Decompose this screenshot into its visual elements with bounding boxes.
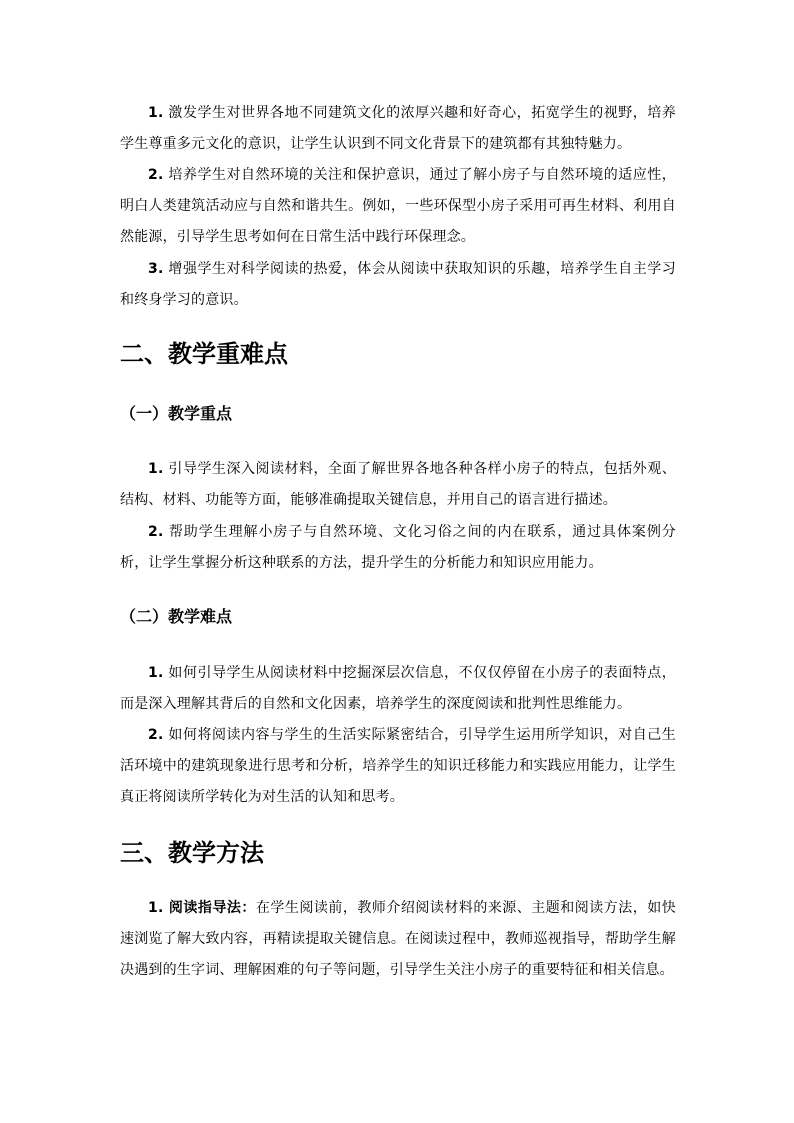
method-1-number: 1. xyxy=(148,900,164,916)
key-paragraph-1 xyxy=(120,454,676,516)
subsection-heading-key: （一）教学重点 xyxy=(120,404,233,423)
goal-1-number: 1. xyxy=(148,105,164,121)
goal-paragraph-3 xyxy=(120,254,676,316)
method-1-text: 在学生阅读前，教师介绍阅读材料的来源、主题和阅读方法，如快速浏览了解大致内容，再精读提取关键信息。在阅读过程中，教师巡视指导，帮助学生解决遇到的生字词、理解困难的句子等问题，引导学生关注小房子的重要特征和相关信息。 xyxy=(120,900,676,978)
key-2-number: 2. xyxy=(148,524,164,540)
goal-paragraph-2 xyxy=(120,160,676,253)
goal-1-text: 激发学生对世界各地不同建筑文化的浓厚兴趣和好奇心，拓宽学生的视野，培养学生尊重多元文化的意识，让学生认识到不同文化背景下的建筑都有其独特魅力。 xyxy=(120,105,676,152)
method-1-label: 阅读指导法： xyxy=(163,900,256,916)
key-paragraph-2 xyxy=(120,517,676,579)
key-2-text: 帮助学生理解小房子与自然环境、文化习俗之间的内在联系，通过具体案例分析，让学生掌握分析这种联系的方法，提升学生的分析能力和知识应用能力。 xyxy=(120,524,676,571)
difficult-2-number: 2. xyxy=(148,727,164,743)
difficult-paragraph-1 xyxy=(120,658,676,720)
difficult-2-text: 如何将阅读内容与学生的生活实际紧密结合，引导学生运用所学知识，对自己生活环境中的建筑现象进行思考和分析，培养学生的知识迁移能力和实践应用能力，让学生真正将阅读所学转化为对生活的认知和思考。 xyxy=(120,727,676,805)
difficult-paragraph-2 xyxy=(120,720,676,813)
goal-2-number: 2. xyxy=(148,167,164,183)
difficult-1-number: 1. xyxy=(148,665,164,681)
key-1-number: 1. xyxy=(148,461,164,477)
goal-3-text: 增强学生对科学阅读的热爱，体会从阅读中获取知识的乐趣，培养学生自主学习和终身学习的意识。 xyxy=(120,261,676,308)
goal-3-number: 3. xyxy=(148,261,164,277)
section-heading-methods: 三、教学方法 xyxy=(120,839,264,867)
goal-paragraph-1 xyxy=(120,98,676,160)
subsection-heading-difficult: （二）教学难点 xyxy=(120,607,233,626)
difficult-1-text: 如何引导学生从阅读材料中挖掘深层次信息，不仅仅停留在小房子的表面特点，而是深入理解其背后的自然和文化因素，培养学生的深度阅读和批判性思维能力。 xyxy=(120,665,676,712)
goal-2-text: 培养学生对自然环境的关注和保护意识，通过了解小房子与自然环境的适应性，明白人类建筑活动应与自然和谐共生。例如，一些环保型小房子采用可再生材料、利用自然能源，引导学生思考如何在日常生活中践行环保理念。 xyxy=(120,167,676,245)
section-heading-key-difficult: 二、教学重难点 xyxy=(120,340,288,368)
key-1-text: 引导学生深入阅读材料，全面了解世界各地各种各样小房子的特点，包括外观、结构、材料、功能等方面，能够准确提取关键信息，并用自己的语言进行描述。 xyxy=(120,461,676,508)
method-paragraph-1 xyxy=(120,893,676,986)
